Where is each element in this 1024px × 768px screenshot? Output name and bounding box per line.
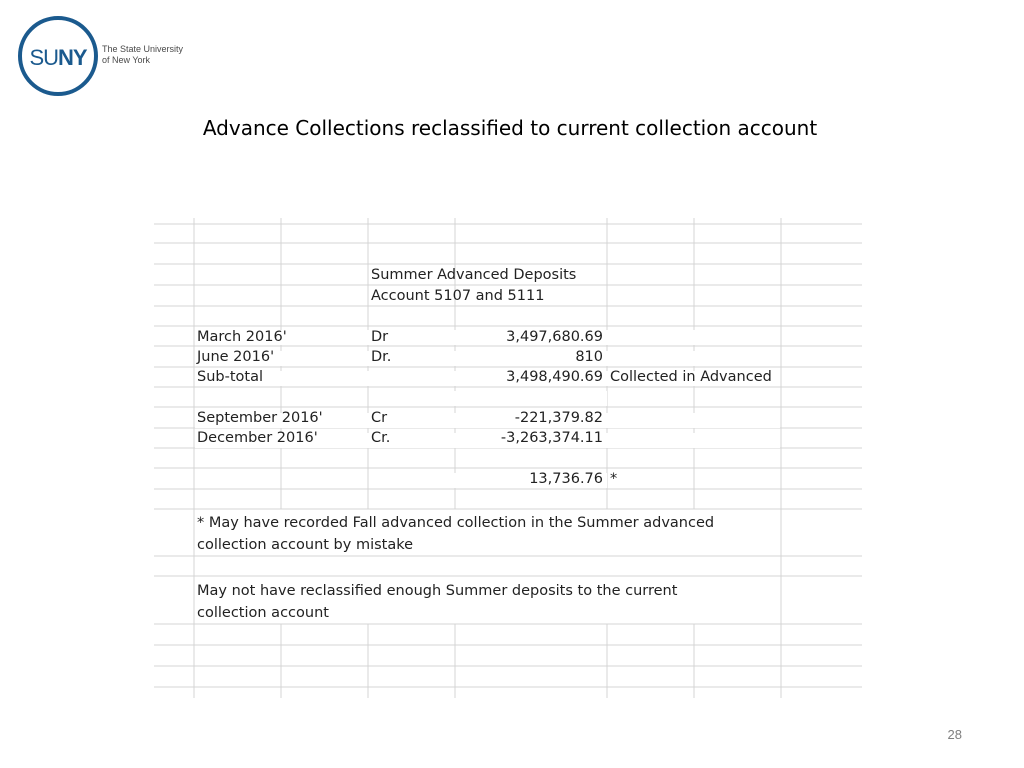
result-marker: *	[610, 471, 618, 487]
row-label: December 2016'	[197, 430, 318, 446]
row-note: Collected in Advanced	[610, 369, 772, 385]
logo-acronym: SUNY	[29, 45, 87, 70]
logo-line-2: of New York	[102, 55, 151, 65]
slide-title: Advance Collections reclassified to current collection account	[202, 116, 818, 140]
row-type: Dr.	[371, 349, 392, 365]
note-1-line-2: collection account by mistake	[197, 537, 414, 553]
row-label: March 2016'	[197, 329, 287, 345]
row-label: Sub-total	[197, 369, 263, 385]
sheet-header-1: Summer Advanced Deposits	[371, 267, 577, 283]
note-2-line-2: collection account	[197, 605, 329, 621]
row-amount: -221,379.82	[514, 410, 603, 426]
page-number: 28	[947, 727, 962, 742]
row-label: June 2016'	[197, 349, 275, 365]
suny-logo	[16, 14, 206, 98]
row-amount: 3,498,490.69	[506, 369, 603, 385]
row-label: September 2016'	[197, 410, 323, 426]
note-1-line-1: * May have recorded Fall advanced collection in the Summer advanced	[197, 515, 715, 531]
result-amount: 13,736.76	[529, 471, 603, 487]
row-amount: 810	[575, 349, 603, 365]
row-amount: -3,263,374.11	[500, 430, 603, 446]
note-2-line-1: May not have reclassified enough Summer deposits to the current	[197, 583, 678, 599]
row-type: Cr.	[371, 430, 391, 446]
spreadsheet-image	[154, 218, 862, 698]
logo-line-1: The State University	[102, 44, 184, 54]
row-amount: 3,497,680.69	[506, 329, 603, 345]
sheet-header-2: Account 5107 and 5111	[371, 288, 545, 304]
row-type: Cr	[371, 410, 388, 426]
row-type: Dr	[371, 329, 389, 345]
